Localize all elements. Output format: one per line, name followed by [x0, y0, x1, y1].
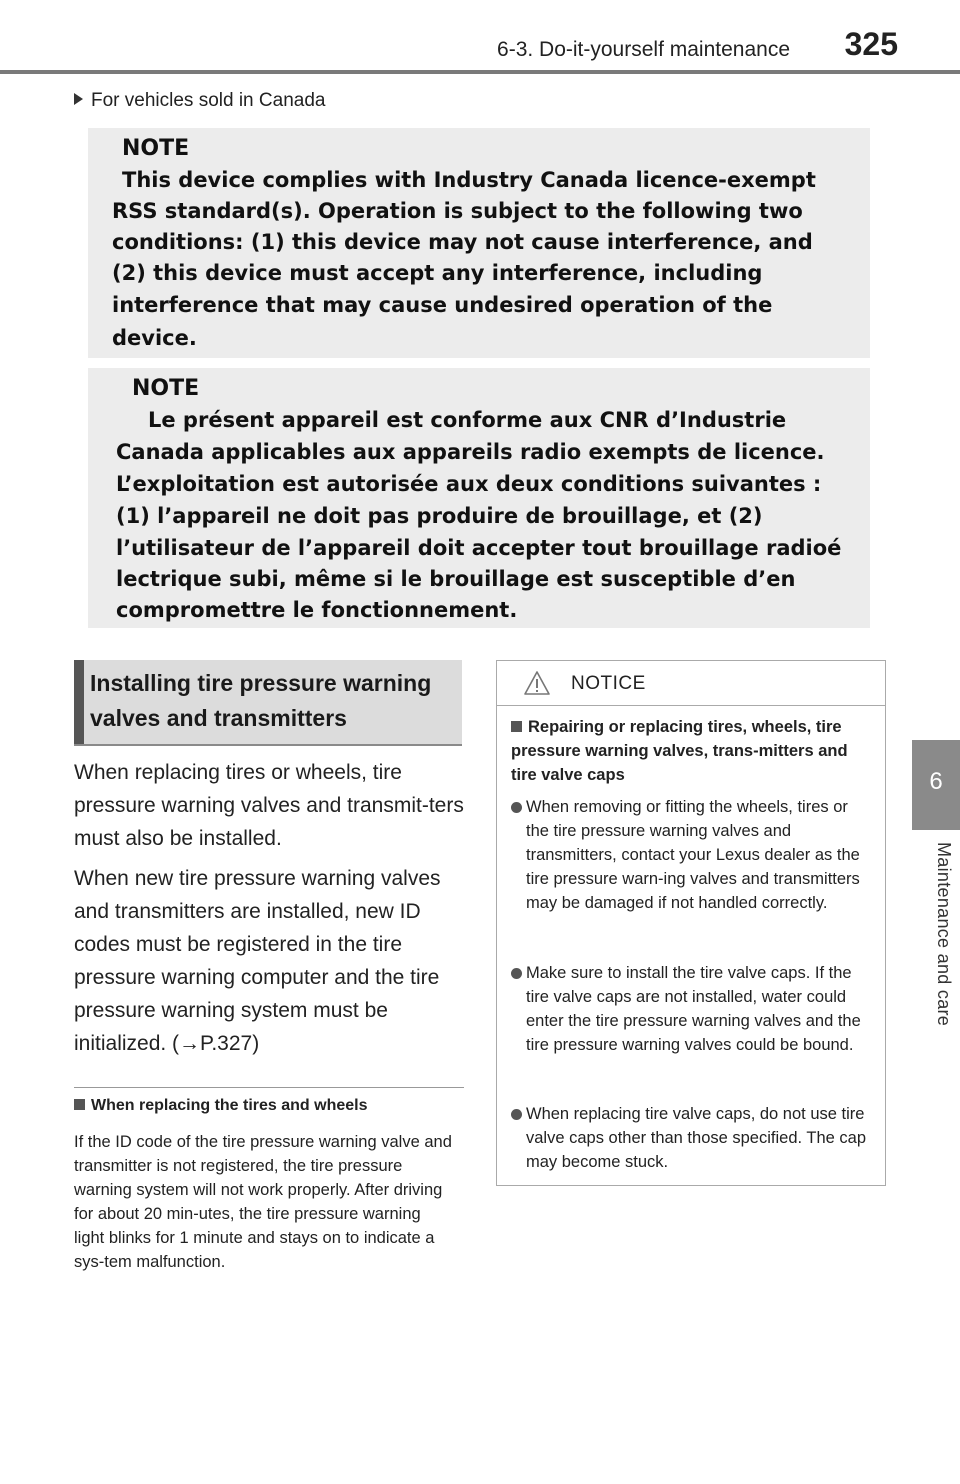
- chapter-number: 6: [929, 768, 943, 795]
- note-french: [88, 368, 870, 628]
- round-bullet-icon: [511, 1109, 522, 1120]
- notice-subheading: [511, 715, 875, 787]
- body-paragraph: When new tire pressure warning valves and transmitters are installed, new ID codes must be registered in the tire pressure warning computer and the tire pressure warning system must be initialized. (→P.327): [74, 867, 441, 1055]
- subsection-heading-text: When replacing the tires and wheels: [91, 1097, 368, 1114]
- chapter-tab: [912, 740, 960, 830]
- warning-triangle-icon: [523, 670, 551, 696]
- section-heading: Installing tire pressure warning valves and transmitters: [90, 670, 432, 731]
- square-bullet-icon: [511, 721, 522, 732]
- notice-box: [496, 660, 886, 1186]
- page-header: [0, 0, 960, 76]
- section-title: 6-3. Do-it-yourself maintenance: [497, 38, 790, 61]
- square-bullet-icon: [74, 1099, 85, 1110]
- note-line: l’utilisateur de l’appareil doit accepter tout brouillage radioé: [116, 536, 842, 560]
- note-line: This device complies with Industry Canada licence-exempt: [122, 168, 816, 192]
- subsection-heading: [74, 1097, 368, 1115]
- notice-item: [511, 961, 875, 1091]
- note-line: lectrique subi, même si le brouillage est susceptible d’en: [116, 567, 796, 591]
- notice-item-text: When removing or fitting the wheels, tires or the tire pressure warning valves and transmitters, contact your Lexus dealer as the tire pressure warn-ing valves and transmitters may be damaged if not handled correctly.: [526, 798, 860, 912]
- body-paragraph: When replacing tires or wheels, tire pressure warning valves and transmit-ters must also be installed.: [74, 761, 464, 850]
- triangle-arrow-icon: [74, 93, 83, 105]
- note-line: Canada applicables aux appareils radio exempts de licence.: [116, 440, 825, 464]
- notice-item: [511, 1102, 875, 1182]
- note-title: NOTE: [122, 136, 190, 161]
- notice-title: NOTICE: [571, 673, 646, 694]
- note-title: NOTE: [132, 376, 200, 401]
- subsection-rule: [74, 1087, 464, 1088]
- note-line: compromettre le fonctionnement.: [116, 598, 518, 622]
- header-rule: [0, 70, 960, 74]
- note-line: L’exploitation est autorisée aux deux conditions suivantes :: [116, 472, 822, 496]
- note-line: Le présent appareil est conforme aux CNR d’Industrie: [148, 408, 787, 432]
- notice-subheading-text: Repairing or replacing tires, wheels, tire pressure warning valves, trans-mitters and tire valve caps: [511, 718, 848, 784]
- section-header: [74, 660, 462, 746]
- notice-item-text: When replacing tire valve caps, do not use tire valve caps other than those specified. The cap may become stuck.: [526, 1105, 866, 1171]
- section-bar: [74, 660, 84, 744]
- canada-subtitle: [74, 90, 325, 112]
- note-english: [88, 128, 870, 358]
- note-line: (1) l’appareil ne doit pas produire de brouillage, et (2): [116, 504, 763, 528]
- chapter-label: Maintenance and care: [934, 842, 954, 1027]
- note-line: conditions: (1) this device may not cause interference, and: [112, 230, 813, 254]
- note-line: RSS standard(s). Operation is subject to the following two: [112, 199, 803, 223]
- round-bullet-icon: [511, 968, 522, 979]
- round-bullet-icon: [511, 802, 522, 813]
- note-line: (2) this device must accept any interference, including: [112, 261, 763, 285]
- notice-header: [497, 661, 885, 706]
- note-line: interference that may cause undesired operation of the: [112, 293, 773, 317]
- subsection-text: If the ID code of the tire pressure warning valve and transmitter is not registered, the tire pressure warning system will not work properly. After driving for about 20 min-utes, the tire pressure warning light blinks for 1 minute and stays on to indicate a sys-tem malfunction.: [74, 1133, 452, 1271]
- subtitle-text: For vehicles sold in Canada: [91, 90, 326, 111]
- notice-item: [511, 795, 875, 945]
- note-line: device.: [112, 326, 197, 350]
- page-number: 325: [844, 26, 898, 62]
- notice-item-text: Make sure to install the tire valve caps. If the tire valve caps are not installed, water could enter the tire pressure warning valves and the tire pressure warning valves could be bound.: [526, 964, 861, 1054]
